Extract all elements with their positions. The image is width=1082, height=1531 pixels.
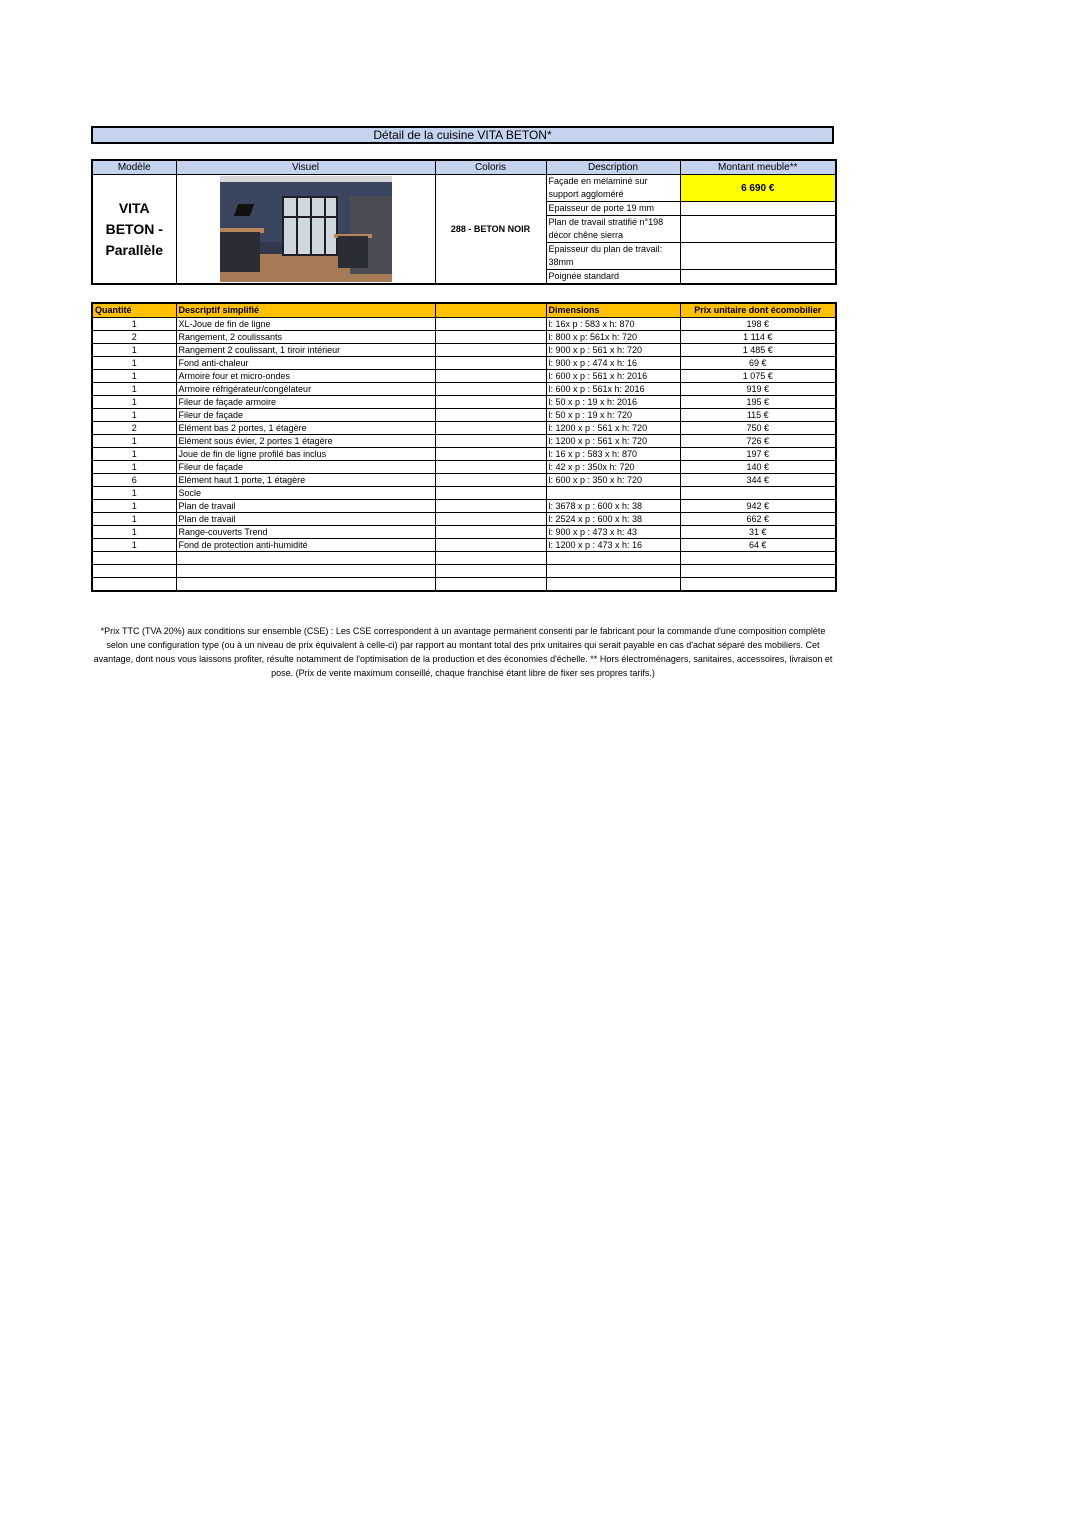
table-row: [92, 474, 836, 487]
item-blank: [435, 318, 546, 331]
item-blank: [435, 344, 546, 357]
table-row: [92, 448, 836, 461]
description-line: Epaisseur du plan de travail: 38mm: [546, 243, 680, 270]
kitchen-photo: [220, 176, 392, 282]
description-line: Epaisseur de porte 19 mm: [546, 202, 680, 216]
item-dimensions: l: 16 x p : 583 x h: 870: [546, 448, 680, 461]
item-dimensions: [546, 578, 680, 592]
item-blank: [435, 383, 546, 396]
item-quantity: 6: [92, 474, 176, 487]
item-quantity: 1: [92, 370, 176, 383]
item-unit-price: 750 €: [680, 422, 836, 435]
item-quantity: 1: [92, 500, 176, 513]
kitchen-visual: [176, 175, 435, 285]
header-quantite: Quantité: [92, 303, 176, 318]
table-row: [92, 370, 836, 383]
item-blank: [435, 565, 546, 578]
item-blank: [435, 370, 546, 383]
item-dimensions: [546, 565, 680, 578]
item-description: Fond anti-chaleur: [176, 357, 435, 370]
item-quantity: [92, 552, 176, 565]
item-dimensions: l: 900 x p : 474 x h: 16: [546, 357, 680, 370]
table-row: [92, 565, 836, 578]
item-quantity: 2: [92, 422, 176, 435]
model-name: VITA BETON - Parallèle: [92, 175, 176, 285]
items-header-row: [92, 303, 836, 318]
total-price: 6 690 €: [680, 175, 836, 202]
item-dimensions: l: 900 x p : 473 x h: 43: [546, 526, 680, 539]
item-blank: [435, 500, 546, 513]
item-unit-price: 198 €: [680, 318, 836, 331]
item-description: Armoire four et micro-ondes: [176, 370, 435, 383]
item-dimensions: l: 1200 x p : 561 x h: 720: [546, 435, 680, 448]
header-visuel: Visuel: [176, 160, 435, 175]
description-line: Poignée standard: [546, 270, 680, 285]
item-quantity: 1: [92, 435, 176, 448]
item-dimensions: l: 900 x p : 561 x h: 720: [546, 344, 680, 357]
item-blank: [435, 435, 546, 448]
item-description: XL-Joue de fin de ligne: [176, 318, 435, 331]
item-dimensions: l: 600 x p : 561 x h: 2016: [546, 370, 680, 383]
item-blank: [435, 539, 546, 552]
item-description: Plan de travail: [176, 500, 435, 513]
item-unit-price: 1 075 €: [680, 370, 836, 383]
item-description: Fileur de façade: [176, 461, 435, 474]
item-quantity: 2: [92, 331, 176, 344]
item-unit-price: [680, 565, 836, 578]
document-title: Détail de la cuisine VITA BETON*: [91, 126, 834, 144]
item-description: Plan de travail: [176, 513, 435, 526]
item-unit-price: 115 €: [680, 409, 836, 422]
item-unit-price: 726 €: [680, 435, 836, 448]
item-blank: [435, 487, 546, 500]
table-row: [92, 461, 836, 474]
item-description: Range-couverts Trend: [176, 526, 435, 539]
item-description: Elément haut 1 porte, 1 étagère: [176, 474, 435, 487]
table-row: [92, 357, 836, 370]
table-row: [92, 539, 836, 552]
item-quantity: 1: [92, 461, 176, 474]
header-dimensions: Dimensions: [546, 303, 680, 318]
item-description: Fileur de façade: [176, 409, 435, 422]
item-quantity: 1: [92, 448, 176, 461]
item-quantity: 1: [92, 318, 176, 331]
item-description: [176, 552, 435, 565]
item-unit-price: 662 €: [680, 513, 836, 526]
table-row: [92, 435, 836, 448]
item-description: Elément bas 2 portes, 1 étagère: [176, 422, 435, 435]
item-dimensions: l: 16x p : 583 x h: 870: [546, 318, 680, 331]
item-dimensions: l: 600 x p : 561x h: 2016: [546, 383, 680, 396]
table-row: [92, 487, 836, 500]
item-unit-price: 31 €: [680, 526, 836, 539]
item-dimensions: l: 50 x p : 19 x h: 2016: [546, 396, 680, 409]
item-unit-price: 197 €: [680, 448, 836, 461]
item-blank: [435, 422, 546, 435]
table-row: [92, 552, 836, 565]
item-blank: [435, 448, 546, 461]
item-description: Socle: [176, 487, 435, 500]
item-blank: [435, 331, 546, 344]
coloris-value: 288 - BETON NOIR: [435, 175, 546, 285]
header-blank: [435, 303, 546, 318]
item-description: Rangement 2 coulissant, 1 tiroir intérieur: [176, 344, 435, 357]
item-quantity: [92, 578, 176, 592]
table-row: [92, 526, 836, 539]
item-unit-price: 344 €: [680, 474, 836, 487]
item-blank: [435, 357, 546, 370]
item-blank: [435, 526, 546, 539]
item-quantity: 1: [92, 344, 176, 357]
item-unit-price: 64 €: [680, 539, 836, 552]
item-blank: [435, 513, 546, 526]
header-modele: Modèle: [92, 160, 176, 175]
header-coloris: Coloris: [435, 160, 546, 175]
model-table: [91, 159, 837, 285]
header-description: Description: [546, 160, 680, 175]
item-blank: [435, 578, 546, 592]
header-prix-unitaire: Prix unitaire dont écomobilier: [680, 303, 836, 318]
table-row: [92, 396, 836, 409]
header-montant: Montant meuble**: [680, 160, 836, 175]
table-row: [92, 331, 836, 344]
table-row: [92, 578, 836, 592]
item-unit-price: 942 €: [680, 500, 836, 513]
table-row: [92, 383, 836, 396]
item-unit-price: 1 114 €: [680, 331, 836, 344]
table-row: [92, 422, 836, 435]
item-quantity: 1: [92, 539, 176, 552]
description-line: Plan de travail stratifié n°198 décor chêne sierra: [546, 216, 680, 243]
item-blank: [435, 474, 546, 487]
item-blank: [435, 409, 546, 422]
item-quantity: 1: [92, 396, 176, 409]
item-quantity: 1: [92, 487, 176, 500]
item-unit-price: 69 €: [680, 357, 836, 370]
item-description: Fileur de façade armoire: [176, 396, 435, 409]
item-unit-price: 919 €: [680, 383, 836, 396]
empty-cell: [680, 202, 836, 216]
item-unit-price: [680, 552, 836, 565]
items-table: [91, 302, 837, 592]
item-dimensions: l: 2524 x p : 600 x h: 38: [546, 513, 680, 526]
item-dimensions: [546, 552, 680, 565]
item-quantity: 1: [92, 513, 176, 526]
item-description: Joue de fin de ligne profilé bas inclus: [176, 448, 435, 461]
item-dimensions: l: 3678 x p : 600 x h: 38: [546, 500, 680, 513]
item-dimensions: l: 800 x p: 561x h: 720: [546, 331, 680, 344]
table-row: [92, 500, 836, 513]
item-unit-price: 140 €: [680, 461, 836, 474]
item-quantity: 1: [92, 357, 176, 370]
table-row: [92, 344, 836, 357]
item-quantity: 1: [92, 526, 176, 539]
item-dimensions: l: 1200 x p : 561 x h: 720: [546, 422, 680, 435]
table-row: [92, 409, 836, 422]
description-line: Façade en mélaminé sur support aggloméré: [546, 175, 680, 202]
item-description: Rangement, 2 coulissants: [176, 331, 435, 344]
item-blank: [435, 396, 546, 409]
empty-cell: [680, 270, 836, 285]
item-description: Elément sous évier, 2 portes 1 étagère: [176, 435, 435, 448]
item-description: [176, 565, 435, 578]
empty-cell: [680, 243, 836, 270]
table-row: [92, 318, 836, 331]
table-row: [92, 513, 836, 526]
item-quantity: [92, 565, 176, 578]
model-header-row: [92, 160, 836, 175]
model-row: [92, 175, 836, 202]
item-dimensions: l: 600 x p : 350 x h: 720: [546, 474, 680, 487]
item-description: Armoire réfrigérateur/congélateur: [176, 383, 435, 396]
item-unit-price: [680, 578, 836, 592]
item-quantity: 1: [92, 383, 176, 396]
item-dimensions: l: 42 x p : 350x h: 720: [546, 461, 680, 474]
footnote: *Prix TTC (TVA 20%) aux conditions sur ensemble (CSE) : Les CSE correspondent à un avantage permanent consenti par le fabricant pour la commande d'une composition complète selon une configuration type (ou à un niveau de prix équivalent à celle-ci) par rapport au montant total des prix unitaires qui serait payable en cas d'achat séparé des mobiliers. Cet avantage, dont nous vous laissons profiter, résulte notamment de l'optimisation de la production et des économies d'échelle. ** Hors électroménagers, sanitaires, accessoires, livraison et pose. (Prix de vente maximum conseillé, chaque franchisé étant libre de fixer ses propres tarifs.): [93, 626, 833, 678]
item-description: [176, 578, 435, 592]
header-descriptif: Descriptif simplifié: [176, 303, 435, 318]
item-unit-price: 195 €: [680, 396, 836, 409]
item-dimensions: l: 50 x p : 19 x h: 720: [546, 409, 680, 422]
item-unit-price: 1 485 €: [680, 344, 836, 357]
item-description: Fond de protection anti-humidité: [176, 539, 435, 552]
item-dimensions: l: 1200 x p : 473 x h: 16: [546, 539, 680, 552]
item-dimensions: [546, 487, 680, 500]
empty-cell: [680, 216, 836, 243]
item-blank: [435, 461, 546, 474]
item-quantity: 1: [92, 409, 176, 422]
item-unit-price: [680, 487, 836, 500]
item-blank: [435, 552, 546, 565]
